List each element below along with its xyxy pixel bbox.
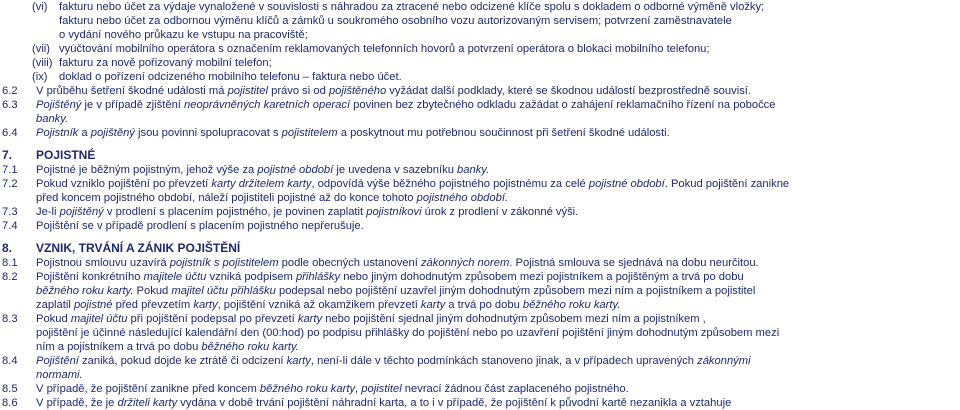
text-run: vyžádat další podklady, které se škodnou událostí bezprostředně souvisí. (386, 85, 752, 97)
text-line (36, 396, 952, 410)
clause (2, 396, 952, 410)
text-line (36, 205, 952, 219)
defined-term: banky. (36, 113, 69, 125)
clause (2, 382, 952, 396)
clause (2, 270, 952, 312)
defined-term: běžného roku karty (259, 383, 356, 395)
defined-term: pojistitel (227, 85, 268, 97)
text-run: povinen bez zbytečného odkladu zažádat o zahájení reklamačního řízení na pobočce (350, 99, 776, 111)
clause (2, 84, 952, 98)
text-run: fakturu nebo účet za odbornou výměnu klíčů a zámků u soukromého osobního vozu autorizovaným servisem; potvrzení zaměstnavatele (59, 15, 732, 27)
text-run: . Pojistná smlouva se sjednává na dobu neurčitou. (509, 257, 759, 269)
section-heading (2, 241, 952, 256)
clause (2, 219, 952, 233)
text-run: při pojištění podepsal po převzetí (127, 313, 298, 325)
section-gap (2, 233, 952, 241)
clause-number: 7.3 (2, 206, 18, 218)
defined-term: pojistné období (257, 164, 334, 176)
text-run: Pokud vzniklo pojištění po převzetí (36, 178, 212, 190)
text-run: nebo pojištění sjednal jiným dohodnutým způsobem mezi ním a pojistníkem , (322, 313, 706, 325)
clause-number: 7.4 (2, 220, 18, 232)
clause-number: 7.1 (2, 164, 18, 176)
text-run: zaplatil (36, 299, 74, 311)
text-line (36, 368, 952, 382)
defined-term: pojištěného (328, 85, 387, 97)
text-run: Pokud (36, 313, 71, 325)
text-run: a poskytnout mu potřebnou součinnost při šetření škodné události. (337, 127, 670, 139)
text-line (36, 163, 952, 177)
clause-number: 6.4 (2, 127, 18, 139)
text-run: . Pokud pojištění zanikne (664, 178, 790, 190)
text-run: v prodlení s placením pojistného, je povinen zaplatit (103, 206, 367, 218)
text-run: Je-li (36, 206, 60, 218)
text-run: nebo jiným dohodnutým způsobem mezi pojistníkem a pojištěným a trvá po dobu (340, 271, 744, 283)
clause-number: 8.1 (2, 257, 18, 269)
clause-number: 8.6 (2, 397, 18, 409)
clause (2, 312, 952, 354)
sub-item (2, 42, 952, 56)
sub-item (2, 56, 952, 70)
text-run: pojištění je účinné následující kalendářní den (00:hod) po podpisu přihlášky do pojištění nebo po uzavření pojištění jiným dohodnutým způsobem mezi (36, 327, 780, 339)
defined-term: běžného roku karty. (201, 341, 299, 353)
defined-term: pojistník s pojistitelem (169, 257, 279, 269)
text-run: Pojištění konkrétního (36, 271, 144, 283)
clause (2, 163, 952, 177)
text-run: , (355, 383, 362, 395)
text-run: Pojištění se v případě prodlení s placením pojistného nepřerušuje. (36, 220, 364, 232)
text-run: fakturu za nově pořizovaný mobilní telefon; (59, 57, 272, 69)
text-line (36, 312, 952, 326)
text-line (36, 340, 952, 354)
text-line (36, 354, 952, 368)
text-run: , odpovídá výše běžného pojistného pojistnému za celé (311, 178, 589, 190)
defined-term: pojistníkovi (366, 206, 422, 218)
section-heading (2, 148, 952, 163)
defined-term: přihlášky (295, 271, 341, 283)
section-number: 8. (2, 241, 13, 255)
text-run: vydána v době trvání pojištění náhradní karta, a to i v případě, že pojištění k původní kartě nezanikla a vztahuje (177, 397, 732, 409)
text-run: před koncem pojistného období, náleží pojistiteli pojistné až do konce tohoto (36, 192, 417, 204)
text-run: je uvedena v sazebníku (333, 164, 458, 176)
text-run: V případě, že pojištění zanikne před koncem (36, 383, 260, 395)
defined-term: normami. (36, 369, 83, 381)
text-line (36, 382, 952, 396)
clause (2, 354, 952, 382)
text-line (59, 56, 952, 70)
defined-term: Pojistník (36, 127, 79, 139)
defined-term: zákonných norem (420, 257, 510, 269)
text-run: úrok z prodlení v zákonné výši. (421, 206, 579, 218)
defined-term: Pojištěný (36, 99, 82, 111)
text-run: Pokud (133, 285, 172, 297)
clause (2, 126, 952, 140)
sub-item (2, 0, 952, 42)
text-run: , pojištění vzniká až okamžikem převzetí (217, 299, 421, 311)
defined-term: neoprávněných karetních operací (184, 99, 351, 111)
defined-term: držiteli karty (117, 397, 178, 409)
text-run: právo si od (267, 85, 329, 97)
sub-item-number: (ix) (32, 71, 48, 83)
section-title: POJISTNÉ (36, 148, 96, 162)
clause (2, 205, 952, 219)
text-run: před převzetím (112, 299, 194, 311)
text-line (36, 326, 952, 340)
text-line (36, 177, 952, 191)
section-number: 7. (2, 148, 13, 162)
text-run: o vydání nového průkazu ke vstupu na pracoviště; (59, 29, 308, 41)
text-line (36, 270, 952, 284)
text-line (36, 284, 952, 298)
text-line (59, 0, 952, 14)
text-run: V průběhu šetření škodné události má (36, 85, 228, 97)
text-run: a trvá po dobu (445, 299, 523, 311)
section-title: VZNIK, TRVÁNÍ A ZÁNIK POJIŠTĚNÍ (36, 241, 241, 255)
text-run: je v případě zjištění (81, 99, 185, 111)
defined-term: zákonnými (697, 355, 751, 367)
text-run: vzniká podpisem (206, 271, 296, 283)
clause (2, 256, 952, 270)
defined-term: majitele účtu (143, 271, 207, 283)
text-run: V případě, že je (36, 397, 118, 409)
clause-number: 8.5 (2, 383, 18, 395)
sub-item-number: (vi) (32, 1, 48, 13)
defined-term: banky. (457, 164, 490, 176)
text-line (59, 28, 952, 42)
defined-term: karty (286, 355, 311, 367)
text-run: Pojistné je běžným pojistným, jehož výše za (36, 164, 258, 176)
clause-number: 7.2 (2, 178, 18, 190)
clause (2, 177, 952, 205)
text-run: Pojistnou smlouvu uzavírá (36, 257, 170, 269)
text-line (59, 42, 952, 56)
defined-term: karty (193, 299, 218, 311)
text-run: , není-li dále v těchto podmínkách stanoveno jinak, a v případech upravených (310, 355, 698, 367)
text-line (36, 298, 952, 312)
defined-term: pojištěný (90, 127, 135, 139)
text-run: a (78, 127, 91, 139)
text-run: ním a pojistníkem a trvá po dobu (36, 341, 202, 353)
text-run: vyúčtování mobilního operátora s označením reklamovaných telefonních hovorů a potvrzení operátora o blokaci mobilního telefonu; (59, 43, 710, 55)
text-run: nevrací žádnou část zaplaceného pojistného. (401, 383, 629, 395)
text-line (59, 14, 952, 28)
clause-number: 6.3 (2, 99, 18, 111)
defined-term: pojištěný (59, 206, 104, 218)
defined-term: pojistné (73, 299, 113, 311)
clause (2, 98, 952, 126)
defined-term: karty (297, 313, 323, 325)
defined-term: pojistitelem (281, 127, 338, 139)
text-run: podle obecných ustanovení (278, 257, 421, 269)
clause-number: 6.2 (2, 85, 18, 97)
defined-term: majitel účtu (70, 313, 128, 325)
text-line (36, 191, 952, 205)
text-line (36, 219, 952, 233)
text-line (36, 84, 952, 98)
defined-term: pojistné období (588, 178, 665, 190)
defined-term: pojistného období. (416, 192, 509, 204)
defined-term: karty držitelem karty (211, 178, 312, 190)
defined-term: majitel účtu přihlášku (171, 285, 276, 297)
defined-term: Pojištění (36, 355, 79, 367)
text-line (36, 98, 952, 112)
sub-item (2, 70, 952, 84)
defined-term: běžného roku karty. (522, 299, 621, 311)
text-line (36, 112, 952, 126)
text-line (36, 126, 952, 140)
text-line (36, 256, 952, 270)
text-run: podepsal nebo pojištění uzavřel jiným dohodnutým způsobem mezi ním a pojistníkem a pojistitel (275, 285, 756, 297)
section-gap (2, 140, 952, 148)
text-run: fakturu nebo účet za výdaje vynaložené v souvislosti s náhradou za ztracené nebo odcizené klíče spolu s dokladem o odborné výměně vložky; (59, 1, 765, 13)
text-run: doklad o pořízení odcizeného mobilního telefonu – faktura nebo účet. (59, 71, 402, 83)
defined-term: pojistitel (361, 383, 402, 395)
defined-term: běžného roku karty. (36, 285, 134, 297)
sub-item-number: (vii) (32, 43, 51, 55)
text-run: zaniká, pokud dojde ke ztrátě či odcizení (78, 355, 287, 367)
sub-item-number: (viii) (32, 57, 53, 69)
text-run: jsou povinni spolupracovat s (134, 127, 282, 139)
text-line (59, 70, 952, 84)
clause-number: 8.3 (2, 313, 18, 325)
clause-number: 8.4 (2, 355, 18, 367)
defined-term: karty (420, 299, 446, 311)
clause-number: 8.2 (2, 271, 18, 283)
